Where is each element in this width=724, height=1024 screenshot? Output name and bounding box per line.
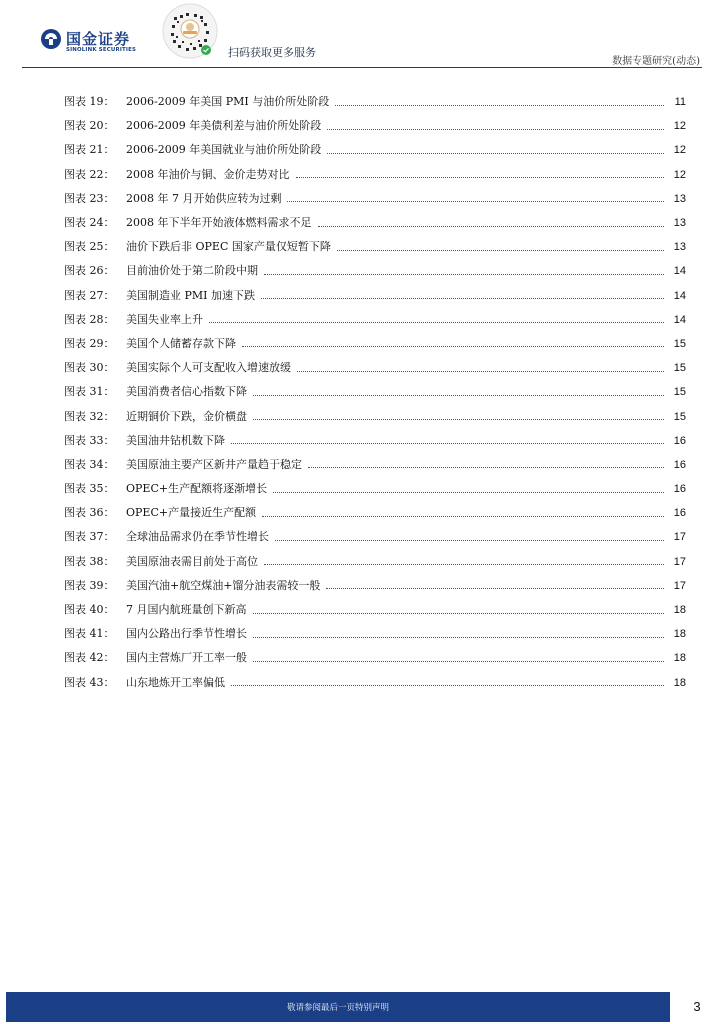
toc-entry[interactable] [64,525,686,549]
toc-figure-title[interactable]: 美国原油表需目前处于高位 [126,554,258,568]
toc-page-number[interactable]: 17 [673,531,686,544]
toc-entry[interactable] [64,380,686,404]
toc-dot-leader [209,322,664,323]
toc-page-number[interactable]: 13 [673,192,686,205]
toc-page-number[interactable]: 13 [673,241,686,254]
toc-page-number[interactable]: 18 [673,604,686,617]
toc-page-number[interactable]: 14 [673,289,686,302]
toc-figure-label: 图表 32： [64,409,115,423]
toc-dot-leader [297,371,664,372]
toc-figure-title[interactable]: 2008 年油价与铜、金价走势对比 [126,167,290,181]
toc-page-number[interactable]: 18 [673,652,686,665]
toc-dot-leader [337,250,664,251]
toc-entry[interactable] [64,259,686,283]
toc-figure-label: 图表 20： [64,119,115,133]
toc-dot-leader [253,637,664,638]
toc-dot-leader [335,105,664,106]
toc-page-number[interactable]: 17 [673,579,686,592]
toc-page-number[interactable]: 12 [673,120,686,133]
toc-dot-leader [264,274,664,275]
toc-figure-title[interactable]: 2006-2009 年美国 PMI 与油价所处阶段 [126,95,330,109]
toc-entry[interactable] [64,453,686,477]
toc-entry[interactable] [64,501,686,525]
toc-figure-title[interactable]: 2008 年 7 月开始供应转为过剩 [126,191,282,205]
toc-entry[interactable] [64,404,686,428]
toc-dot-leader [326,588,664,589]
toc-figure-title[interactable]: 2008 年下半年开始液体燃料需求不足 [126,216,312,230]
toc-figure-title[interactable]: 2006-2009 年美债利差与油价所处阶段 [126,119,322,133]
toc-figure-label: 图表 23： [64,191,115,205]
toc-figure-title[interactable]: 7 月国内航班量创下新高 [126,603,247,617]
toc-figure-label: 图表 21： [64,143,115,157]
toc-figure-label: 图表 41： [64,627,115,641]
toc-dot-leader [262,516,664,517]
toc-dot-leader [308,467,664,468]
toc-figure-label: 图表 19： [64,95,115,109]
toc-dot-leader [242,346,664,347]
toc-entry[interactable] [64,332,686,356]
toc-figure-title[interactable]: 美国实际个人可支配收入增速放缓 [126,361,291,375]
toc-entry[interactable] [64,671,686,695]
qr-caption: 扫码获取更多服务 [228,46,316,59]
toc-figure-label: 图表 43： [64,675,115,689]
toc-dot-leader [327,153,664,154]
toc-figure-title[interactable]: OPEC+生产配额将逐渐增长 [126,482,268,496]
toc-page-number[interactable]: 12 [673,168,686,181]
toc-entry[interactable] [64,598,686,622]
toc-page-number[interactable]: 13 [673,217,686,230]
document-type: 数据专题研究(动态) [612,56,700,67]
toc-dot-leader [264,564,664,565]
toc-page-number[interactable]: 17 [673,555,686,568]
toc-figure-label: 图表 38： [64,554,115,568]
toc-page-number[interactable]: 12 [673,144,686,157]
toc-figure-title[interactable]: 美国消费者信心指数下降 [126,385,247,399]
toc-entry[interactable] [64,550,686,574]
toc-page-number[interactable]: 15 [673,386,686,399]
toc-figure-title[interactable]: 美国个人储蓄存款下降 [126,336,236,350]
toc-entry[interactable] [64,90,686,114]
toc-dot-leader [296,177,665,178]
toc-figure-label: 图表 40： [64,603,115,617]
toc-figure-label: 图表 30： [64,361,115,375]
toc-page-number[interactable]: 18 [673,676,686,689]
toc-figure-title[interactable]: 美国原油主要产区新井产量趋于稳定 [126,457,302,471]
toc-entry[interactable] [64,163,686,187]
toc-figure-title[interactable]: 美国失业率上升 [126,312,203,326]
toc-entry[interactable] [64,646,686,670]
figure-index-list [64,90,686,695]
toc-figure-title[interactable]: 国内公路出行季节性增长 [126,627,247,641]
toc-entry[interactable] [64,114,686,138]
toc-entry[interactable] [64,284,686,308]
toc-figure-title[interactable]: 国内主营炼厂开工率一般 [126,651,247,665]
toc-figure-label: 图表 33： [64,433,115,447]
toc-figure-title[interactable]: 近期铜价下跌，金价横盘 [126,409,247,423]
toc-dot-leader [253,613,665,614]
toc-page-number[interactable]: 15 [673,337,686,350]
toc-figure-label: 图表 34： [64,457,115,471]
toc-page-number[interactable]: 14 [673,265,686,278]
toc-entry[interactable] [64,477,686,501]
sinolink-logo-icon [40,28,62,50]
page-header [0,0,724,72]
toc-dot-leader [273,492,664,493]
toc-dot-leader [231,443,664,444]
toc-page-number[interactable]: 15 [673,362,686,375]
toc-figure-label: 图表 42： [64,651,115,665]
toc-dot-leader [318,226,665,227]
toc-page-number[interactable]: 11 [674,96,686,109]
toc-figure-title[interactable]: OPEC+产量接近生产配额 [126,506,257,520]
toc-entry[interactable] [64,235,686,259]
toc-page-number[interactable]: 16 [673,458,686,471]
toc-dot-leader [231,685,664,686]
logo-text-en: SINOLINK SECURITIES [66,47,137,53]
toc-dot-leader [261,298,664,299]
toc-page-number[interactable]: 18 [673,628,686,641]
toc-entry[interactable] [64,574,686,598]
toc-dot-leader [253,419,664,420]
toc-entry[interactable] [64,429,686,453]
qr-code-icon[interactable] [162,3,218,59]
footer-disclaimer: 敬请参阅最后一页特别声明 [286,1003,389,1013]
company-logo [40,28,140,54]
toc-dot-leader [253,395,664,396]
toc-dot-leader [253,661,664,662]
toc-figure-title[interactable]: 2006-2009 年美国就业与油价所处阶段 [126,143,322,157]
toc-figure-title[interactable]: 美国制造业 PMI 加速下跌 [126,288,256,302]
toc-figure-label: 图表 26： [64,264,115,278]
toc-page-number[interactable]: 15 [673,410,686,423]
toc-dot-leader [287,201,664,202]
toc-figure-label: 图表 36： [64,506,115,520]
toc-figure-title[interactable]: 美国汽油+航空煤油+馏分油表需较一般 [126,578,321,592]
page-number: 3 [693,999,701,1014]
toc-dot-leader [275,540,664,541]
toc-entry[interactable] [64,187,686,211]
toc-entry[interactable] [64,622,686,646]
logo-text-cn: 国金证券 [66,30,131,48]
toc-figure-label: 图表 29： [64,336,115,350]
toc-page-number[interactable]: 16 [673,434,686,447]
toc-entry[interactable] [64,308,686,332]
toc-figure-label: 图表 22： [64,167,115,181]
toc-figure-label: 图表 24： [64,216,115,230]
toc-page-number[interactable]: 16 [673,507,686,520]
toc-figure-label: 图表 25： [64,240,115,254]
toc-figure-title[interactable]: 全球油品需求仍在季节性增长 [126,530,269,544]
toc-figure-label: 图表 28： [64,312,115,326]
toc-figure-title[interactable]: 目前油价处于第二阶段中期 [126,264,258,278]
footer-bar [6,992,670,1022]
toc-figure-label: 图表 39： [64,578,115,592]
toc-dot-leader [327,129,664,130]
toc-page-number[interactable]: 16 [673,483,686,496]
toc-figure-label: 图表 31： [64,385,115,399]
toc-figure-label: 图表 37： [64,530,115,544]
toc-page-number[interactable]: 14 [673,313,686,326]
toc-figure-label: 图表 27： [64,288,115,302]
toc-figure-label: 图表 35： [64,482,115,496]
toc-entry[interactable] [64,211,686,235]
toc-entry[interactable] [64,138,686,162]
toc-entry[interactable] [64,356,686,380]
toc-figure-title[interactable]: 油价下跌后非 OPEC 国家产量仅短暂下降 [126,240,331,254]
toc-figure-title[interactable]: 山东地炼开工率偏低 [126,675,225,689]
header-divider [22,67,702,68]
toc-figure-title[interactable]: 美国油井钻机数下降 [126,433,225,447]
